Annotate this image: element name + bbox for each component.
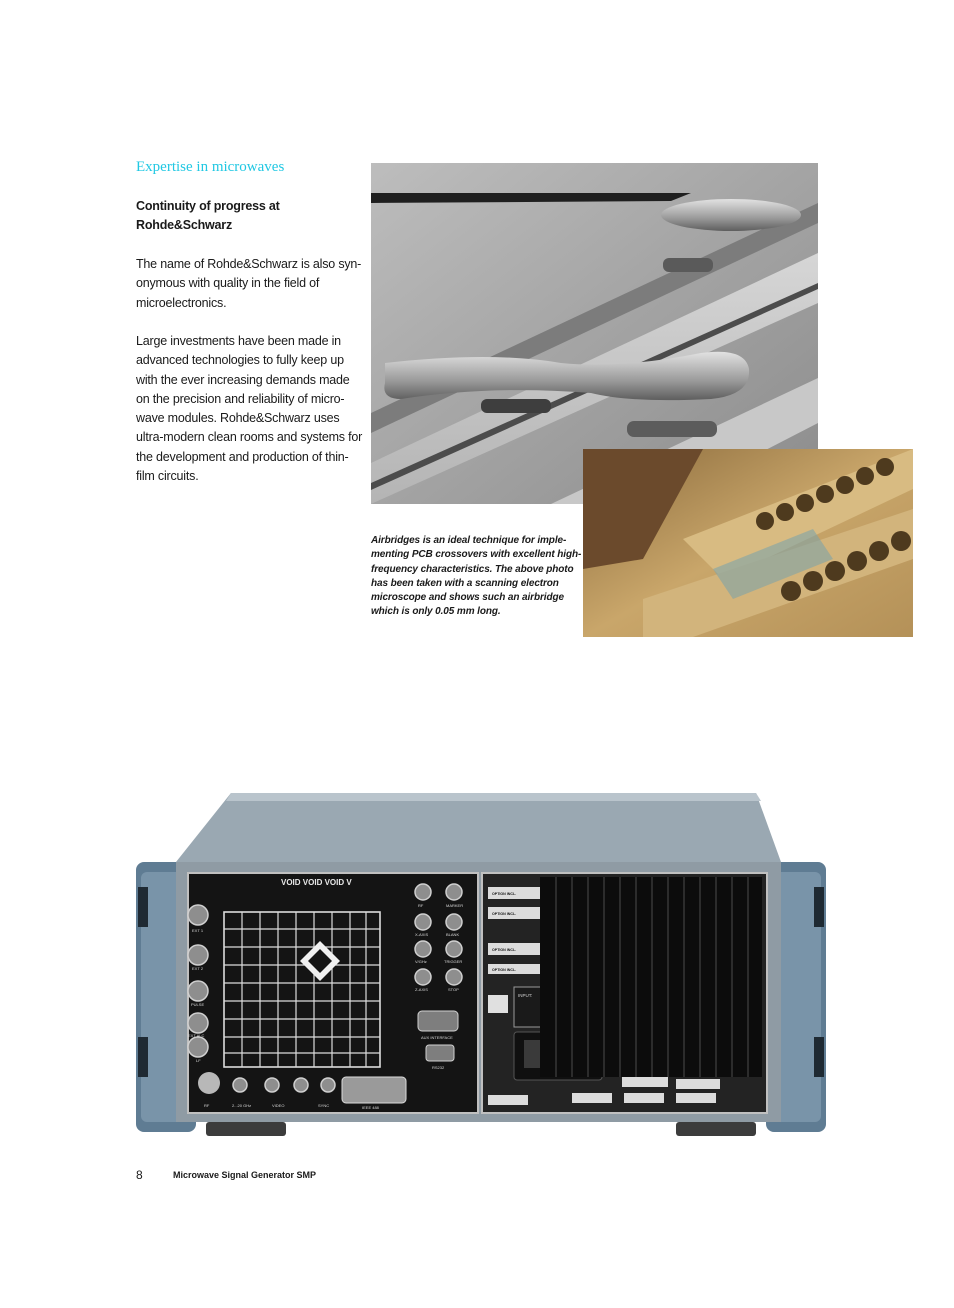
svg-text:OPTION INCL.: OPTION INCL. <box>492 968 517 972</box>
svg-text:OPTION INCL.: OPTION INCL. <box>492 948 517 952</box>
caption-line: Airbridges is an ideal technique for imple- <box>371 535 567 546</box>
subheading-line: Rohde&Schwarz <box>136 218 233 232</box>
body-paragraph-1 <box>136 255 362 313</box>
signal-generator-rear-panel-photo <box>136 777 826 1150</box>
svg-text:INPUT:: INPUT: <box>518 993 533 998</box>
paragraph-line: Large investments have been made in <box>136 334 341 348</box>
paragraph-line: on the precision and reliability of micro- <box>136 391 345 406</box>
paragraph-line: ultra-modern clean rooms and systems for <box>136 430 363 445</box>
svg-text:2...20 GHz: 2...20 GHz <box>232 1103 252 1108</box>
svg-text:RS232: RS232 <box>432 1065 445 1070</box>
svg-text:TRIGGER: TRIGGER <box>444 959 463 964</box>
paragraph-line: The name of Rohde&Schwarz is also syn- <box>136 257 362 271</box>
svg-text:PULSE: PULSE <box>191 1002 205 1007</box>
svg-text:V/GHz: V/GHz <box>415 959 427 964</box>
svg-text:STOP: STOP <box>448 987 459 992</box>
paragraph-line: wave modules. Rohde&Schwarz uses <box>136 411 340 426</box>
caption-line: frequency characteristics. The above photo <box>371 563 574 575</box>
subheading-line: Continuity of progress at <box>136 199 280 213</box>
section-subheading <box>136 197 336 235</box>
paragraph-line: with the ever increasing demands made <box>136 372 350 387</box>
paragraph-line: advanced technologies to fully keep up <box>136 353 344 368</box>
svg-text:VIDEO: VIDEO <box>272 1103 285 1108</box>
paragraph-line: film circuits. <box>136 469 199 484</box>
page-number: 8 <box>136 1168 143 1182</box>
paragraph-line: microelectronics. <box>136 295 227 310</box>
svg-text:IEEE 488: IEEE 488 <box>362 1105 379 1110</box>
svg-text:LF: LF <box>196 1058 201 1063</box>
caption-line: has been taken with a scanning electron <box>371 577 559 589</box>
body-paragraph-2 <box>136 332 363 486</box>
thin-film-circuit-photo <box>583 449 913 637</box>
svg-text:EXT 2: EXT 2 <box>192 966 204 971</box>
svg-text:SYNC: SYNC <box>318 1103 330 1108</box>
footer-title: Microwave Signal Generator SMP <box>173 1170 317 1180</box>
svg-text:RF: RF <box>418 903 424 908</box>
svg-text:BLANK: BLANK <box>446 932 460 937</box>
svg-text:MARKER: MARKER <box>446 903 464 908</box>
caption-line: microscope and shows such an airbridge <box>371 592 564 604</box>
photo-caption <box>371 534 581 620</box>
svg-text:EXT 1: EXT 1 <box>192 928 204 933</box>
void-label: VOID VOID VOID V <box>281 878 352 887</box>
svg-text:Z-AXIS: Z-AXIS <box>415 987 428 992</box>
caption-line: menting PCB crossovers with excellent high- <box>371 549 582 561</box>
svg-text:OPTION INCL.: OPTION INCL. <box>492 892 517 896</box>
svg-text:X-AXIS: X-AXIS <box>415 932 429 937</box>
paragraph-line: the development and production of thin- <box>136 449 349 464</box>
section-heading: Expertise in microwaves <box>136 159 285 175</box>
caption-line: which is only 0.05 mm long. <box>371 606 501 618</box>
svg-text:EXT ALC: EXT ALC <box>188 1033 205 1038</box>
svg-text:RF: RF <box>204 1103 210 1108</box>
paragraph-line: onymous with quality in the field of <box>136 276 320 291</box>
svg-text:AUX INTERFACE: AUX INTERFACE <box>421 1035 453 1040</box>
svg-text:OPTION INCL.: OPTION INCL. <box>492 912 517 916</box>
